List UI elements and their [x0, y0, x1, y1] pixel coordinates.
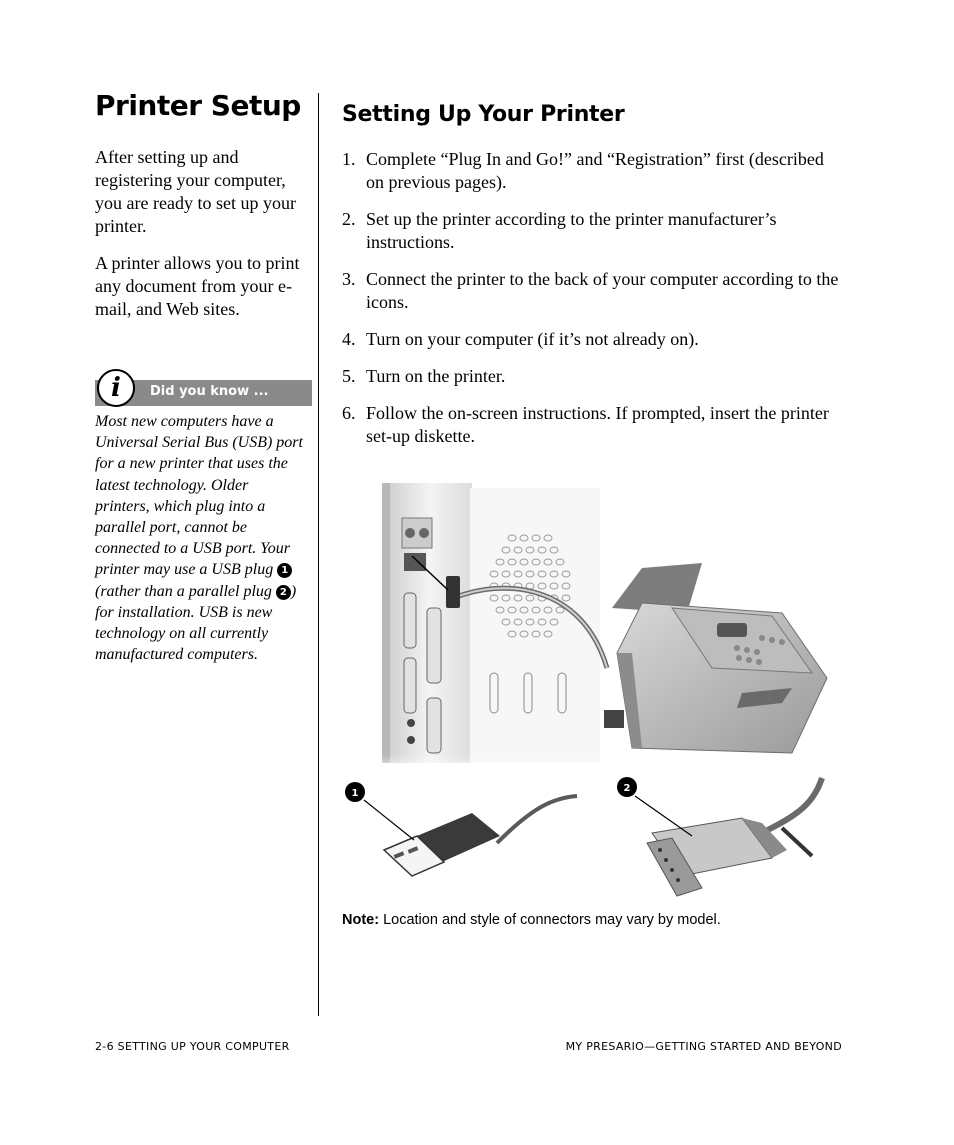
info-icon: i — [97, 369, 135, 407]
footer-right: MY PRESARIO—GETTING STARTED AND BEYOND — [565, 1040, 842, 1053]
step-number: 1. — [342, 149, 356, 169]
tip-text: Most new computers have a Universal Serial Bus (USB) port for a new printer that uses the latest technology. Older printers, which plug into a parallel port, cannot be connected to a USB port. Your printer may use a USB plug — [95, 413, 303, 579]
step-text: Complete “Plug In and Go!” and “Registration” first (described on previous pages). — [366, 149, 824, 192]
step-number: 5. — [342, 366, 356, 386]
step-text: Follow the on-screen instructions. If prompted, insert the printer set-up diskette. — [366, 403, 829, 446]
callout-usb — [345, 782, 414, 840]
step-text: Turn on your computer (if it’s not already on). — [366, 329, 699, 349]
step-item — [342, 208, 842, 254]
step-item — [342, 365, 842, 388]
note — [342, 912, 721, 928]
callout-1-label: 1 — [351, 788, 359, 799]
tip-text: ) for installation. USB is new technology on all currently manufactured computers. — [95, 582, 297, 664]
step-item — [342, 328, 842, 351]
step-number: 6. — [342, 403, 356, 423]
page-title: Printer Setup — [95, 89, 301, 122]
step-text: Set up the printer according to the printer manufacturer’s instructions. — [366, 209, 777, 252]
usb-plug — [384, 796, 577, 876]
did-you-know-header — [95, 369, 312, 407]
step-text: Turn on the printer. — [366, 366, 506, 386]
tip-label: Did you know ... — [150, 384, 269, 399]
tip-text: (rather than a parallel plug — [95, 582, 276, 600]
intro-paragraph: After setting up and registering your computer, you are ready to set up your printer. — [95, 147, 296, 236]
footer-left: 2-6 SETTING UP YOUR COMPUTER — [95, 1040, 290, 1053]
step-number: 2. — [342, 209, 356, 229]
callout-2-label: 2 — [623, 783, 631, 794]
step-item — [342, 402, 842, 448]
step-item — [342, 148, 842, 194]
callout-parallel — [617, 777, 692, 836]
section-title: Setting Up Your Printer — [342, 102, 625, 127]
steps-list — [342, 148, 842, 448]
parallel-plug — [647, 778, 822, 896]
parallel-marker: 2 — [276, 585, 291, 600]
sidebar — [95, 88, 310, 335]
step-number: 4. — [342, 329, 356, 349]
note-label: Note: — [342, 912, 380, 928]
printer-connection-illustration — [342, 478, 842, 908]
intro-paragraph: A printer allows you to print any document from your e-mail, and Web sites. — [95, 253, 300, 319]
note-text: Location and style of connectors may vary by model. — [379, 912, 721, 928]
column-divider — [318, 93, 319, 1016]
step-item — [342, 268, 842, 314]
intro-text — [95, 146, 310, 321]
main-content — [342, 98, 842, 462]
step-text: Connect the printer to the back of your computer according to the icons. — [366, 269, 839, 312]
usb-marker: 1 — [277, 563, 292, 578]
tip-body — [95, 411, 305, 665]
step-number: 3. — [342, 269, 356, 289]
